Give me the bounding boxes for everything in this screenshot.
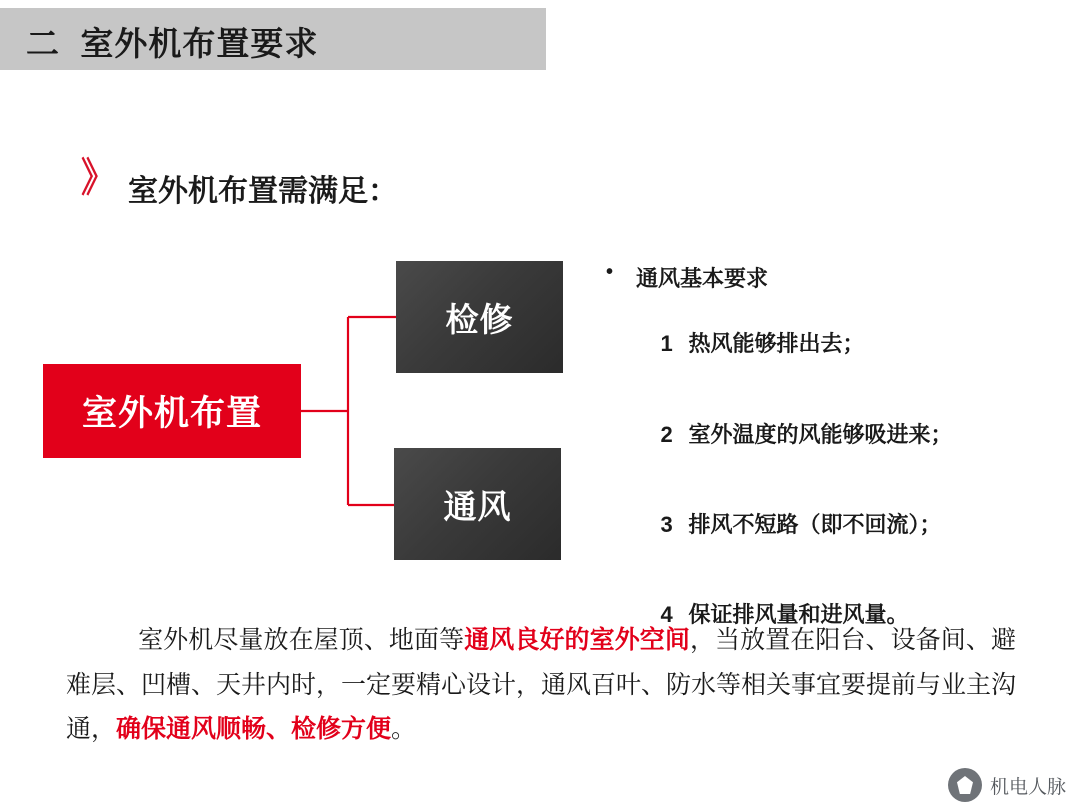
- list-item-text: 排风不短路（即不回流）；: [688, 511, 942, 537]
- paragraph-part-1: 室外机尽量放在屋顶、地面等: [138, 626, 465, 654]
- list-item-text: 室外温度的风能够吸进来；: [688, 421, 953, 447]
- watermark-text: 机电人脉: [989, 776, 1066, 798]
- diagram-node-inspect-label: 检修: [445, 300, 514, 338]
- paragraph-part-2: ，当放置在阳台、设备间、避难层、凹槽、天井内时，一定要精心设计，通风百叶、防水等相关事宜要提前与业主沟通，: [66, 626, 1017, 743]
- list-item-text: 热风能够排出去；: [688, 331, 865, 357]
- paragraph-part-3: 。: [391, 715, 417, 743]
- list-item-number: 1: [660, 331, 673, 357]
- chevron-right-icon: 》: [81, 156, 115, 200]
- requirements-heading: • 通风基本要求: [600, 262, 1040, 293]
- section-subtitle: 室外机布置需满足：: [128, 175, 398, 208]
- paragraph-highlight-2: 确保通风顺畅、检修方便: [116, 715, 392, 743]
- body-paragraph: [66, 618, 1016, 752]
- list-item-number: 2: [660, 421, 673, 447]
- list-item: [600, 480, 1040, 570]
- diagram-node-vent-label: 通风: [443, 487, 512, 525]
- requirements-list: [600, 262, 1040, 661]
- list-item-text: 保证排风量和进风量。: [688, 602, 909, 628]
- list-item: [600, 299, 1040, 389]
- list-item: [600, 389, 1040, 479]
- watermark: [948, 768, 1066, 802]
- page-title: 二 室外机布置要求: [26, 25, 319, 62]
- diagram-node-inspect: [396, 261, 563, 373]
- diagram-node-vent: [394, 448, 561, 560]
- paragraph-highlight-1: 通风良好的室外空间: [464, 626, 690, 654]
- diagram-node-main-label: 室外机布置: [81, 394, 262, 433]
- diagram-node-main: [43, 364, 301, 458]
- list-item-number: 4: [660, 602, 673, 628]
- list-item-number: 3: [660, 511, 673, 537]
- brand-logo-icon: [948, 768, 982, 802]
